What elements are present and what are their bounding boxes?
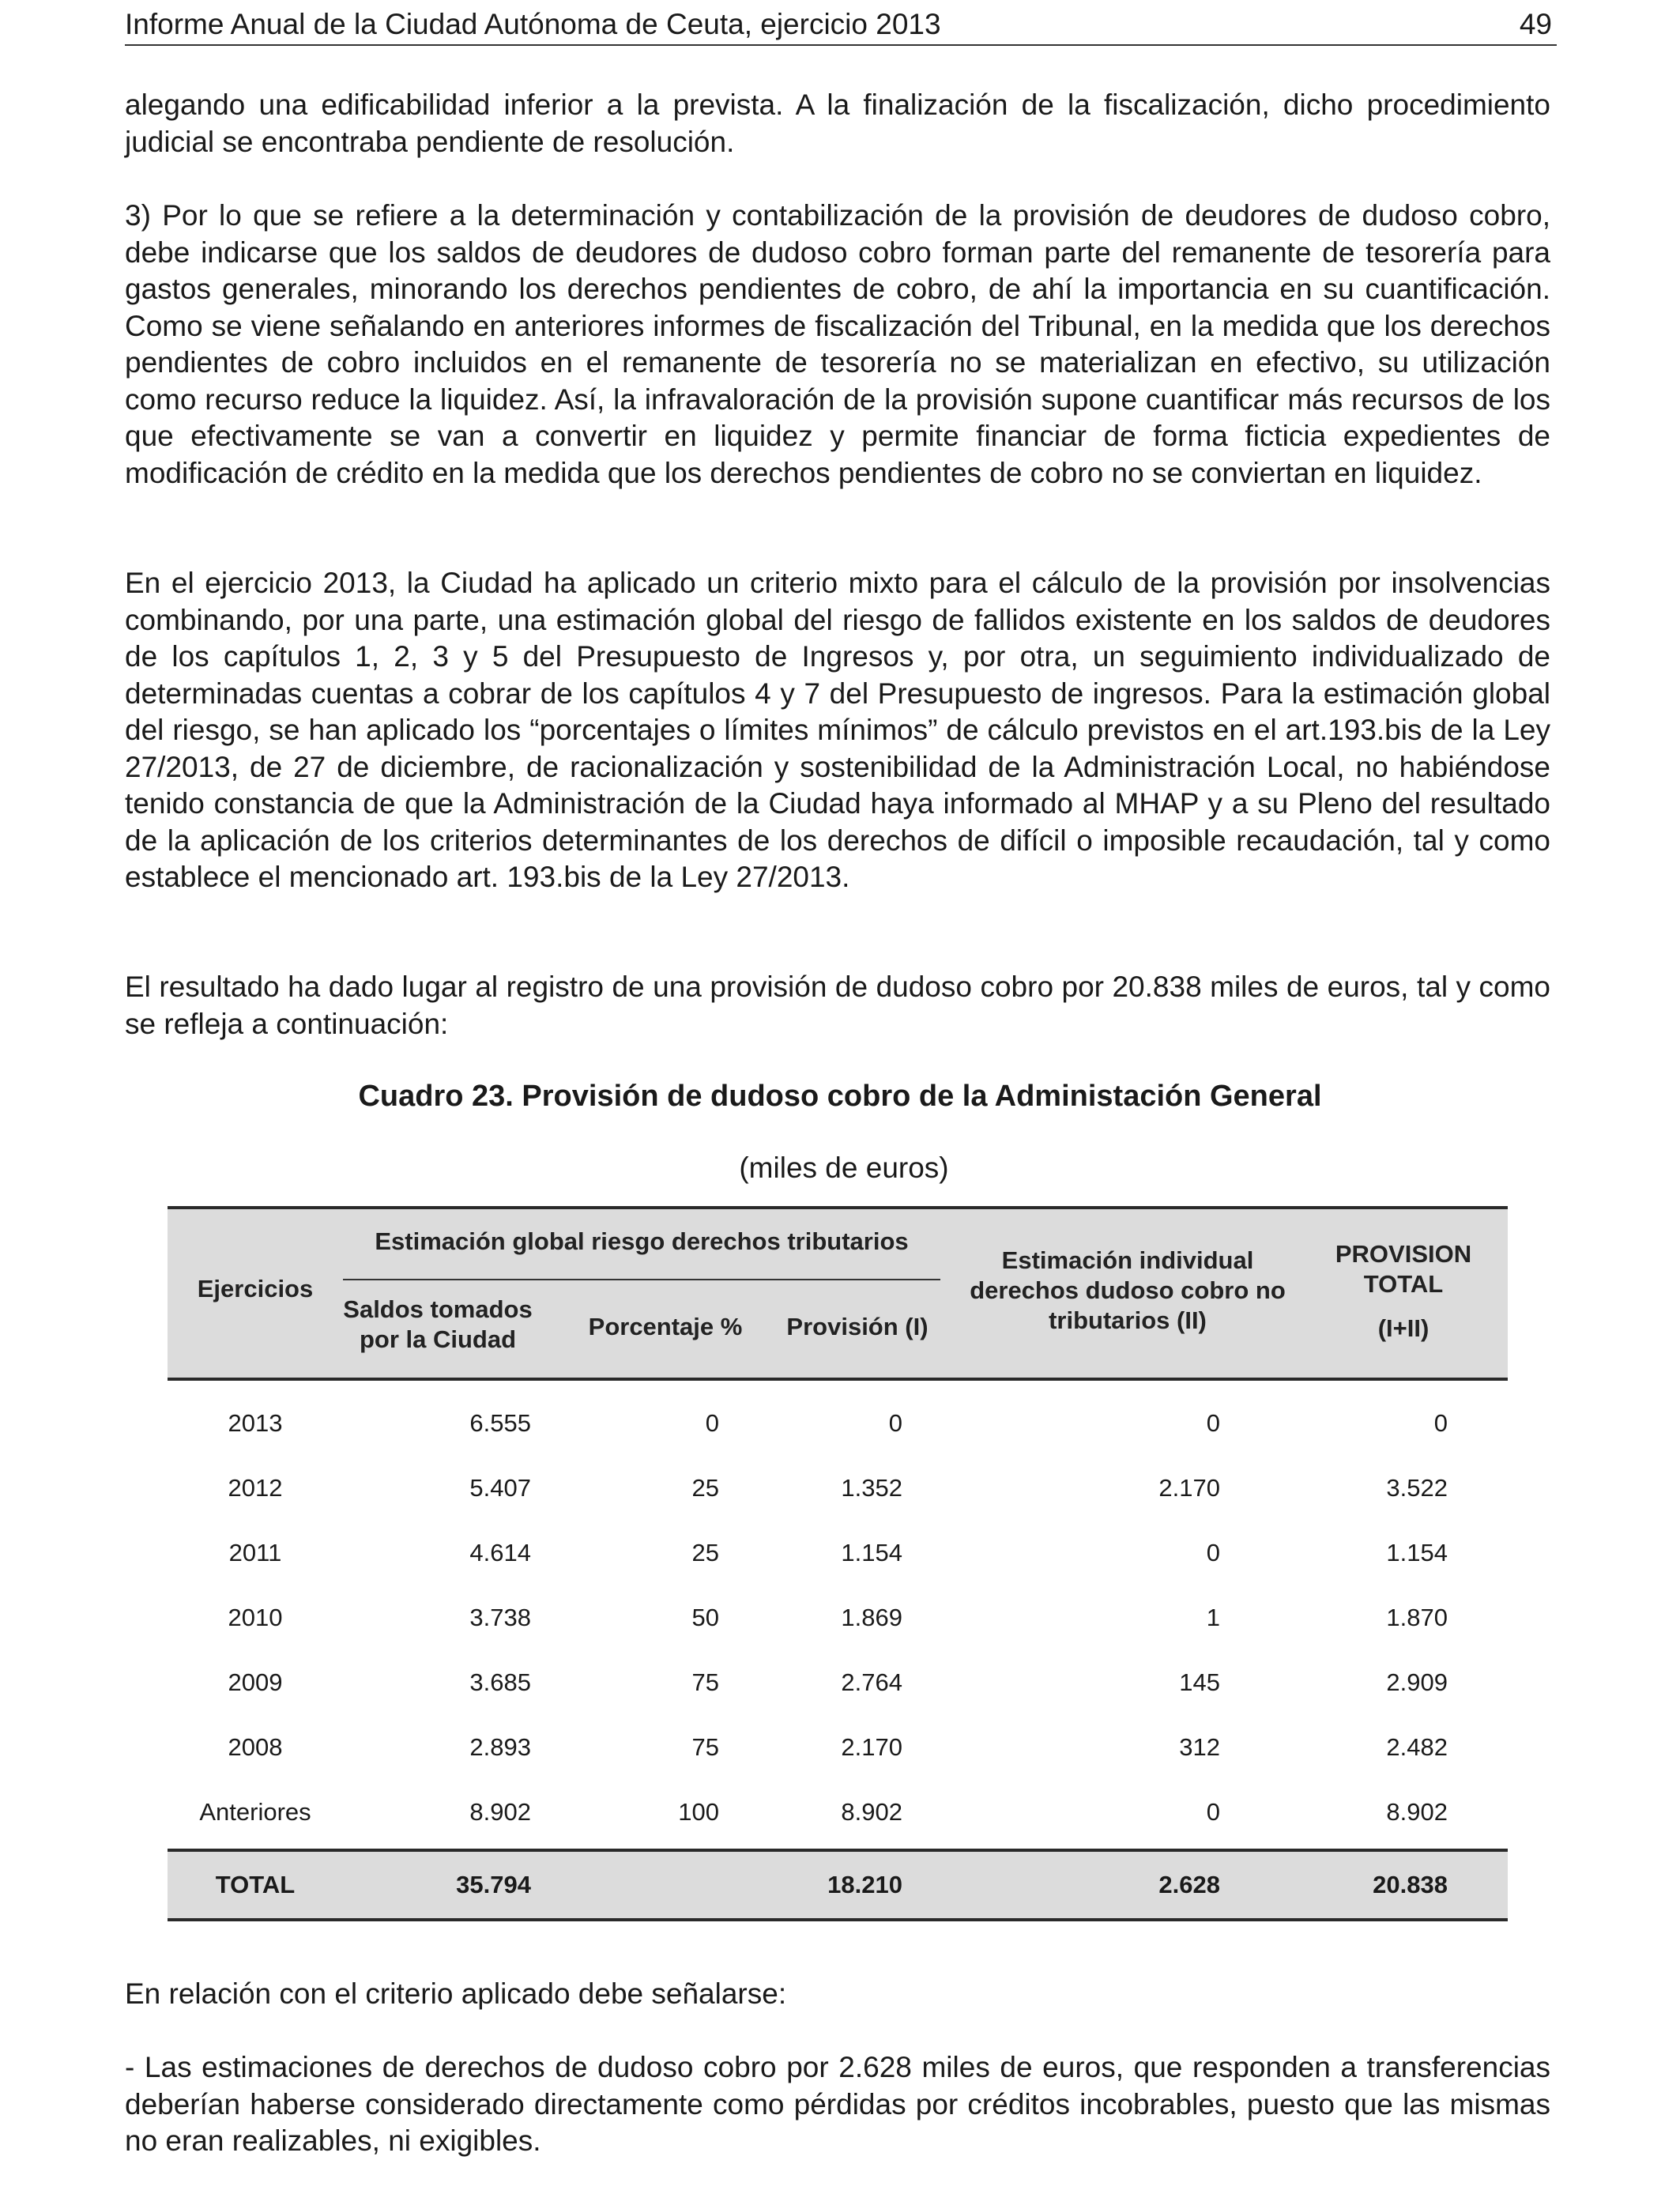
saldo-cell: 3.738 (469, 1604, 531, 1631)
table-units: (miles de euros) (739, 1152, 949, 1184)
header-total-title: PROVISION TOTAL (1335, 1240, 1472, 1298)
porcentaje-cell: 100 (678, 1798, 719, 1826)
provision-table (168, 1206, 1508, 1921)
provision-cell: 8.902 (841, 1798, 902, 1826)
total-provision-total: 20.838 (1373, 1871, 1448, 1898)
porcentaje-cell: 25 (691, 1474, 719, 1502)
paragraph-5: En relación con el criterio aplicado debe señalarse: (125, 1977, 787, 2010)
total-cell: 1.154 (1386, 1539, 1448, 1566)
porcentaje-cell: 75 (691, 1668, 719, 1696)
provision-cell: 1.869 (841, 1604, 902, 1631)
provision-cell: 1.154 (841, 1539, 902, 1566)
year-cell: 2009 (228, 1668, 283, 1696)
header-porcentaje: Porcentaje % (588, 1313, 743, 1340)
individual-cell: 1 (1206, 1604, 1220, 1631)
year-cell: 2008 (228, 1733, 283, 1761)
individual-cell: 0 (1206, 1539, 1220, 1566)
saldo-cell: 8.902 (469, 1798, 531, 1826)
paragraph-2: 3) Por lo que se refiere a la determinación y contabilización de la provisión de deudores de dudoso cobro, debe indicarse que los saldos de deudores de dudoso cobro forman parte del remanente de tesorería para gastos generales, minorando los derechos pendientes de cobro, de ahí la importancia en su cuantificación. Como se viene señalando en anteriores informes de fiscalización del Tribunal, en la medida que los derechos pendientes de cobro incluidos en el remanente de tesorería no se materializan en efectivo, su utilización como recurso reduce la liquidez. Así, la infravaloración de la provisión supone cuantificar más recursos de los que efectivamente se van a convertir en liquidez y permite financiar de forma ficticia expedientes de modificación de crédito en la medida que los derechos pendientes de cobro no se conviertan en liquidez. (125, 199, 1550, 489)
paragraph-3: En el ejercicio 2013, la Ciudad ha aplicado un criterio mixto para el cálculo de la provisión por insolvencias combinando, por una parte, una estimación global del riesgo de fallidos existente en los saldos de deudores de los capítulos 1, 2, 3 y 5 del Presupuesto de Ingresos y, por otra, un seguimiento individualizado de determinadas cuentas a cobrar de los capítulos 4 y 7 del Presupuesto de ingresos. Para la estimación global del riesgo, se han aplicado los “porcentajes o límites mínimos” de cálculo previstos en el art.193.bis de la Ley 27/2013, de 27 de diciembre, de racionalización y sostenibilidad de la Administración Local, no habiéndose tenido constancia de que la Administración de la Ciudad haya informado al MHAP y a su Pleno del resultado de la aplicación de los criterios determinantes de los derechos de difícil o imposible recaudación, tal y como establece el mencionado art. 193.bis de la Ley 27/2013. (125, 567, 1550, 893)
table-body (168, 1381, 1508, 1849)
header-total-formula: (I+II) (1377, 1314, 1430, 1342)
paragraph-1: alegando una edificabilidad inferior a la prevista. A la finalización de la fiscalización, dicho procedimiento judicial se encontraba pendiente de resolución. (125, 89, 1550, 158)
table-header (168, 1206, 1508, 1381)
individual-cell: 0 (1206, 1409, 1220, 1437)
header-saldos: Saldos tomados por la Ciudad (343, 1295, 533, 1353)
total-provision: 18.210 (827, 1871, 902, 1898)
year-cell: 2012 (228, 1474, 283, 1502)
porcentaje-cell: 75 (691, 1733, 719, 1761)
header-provision-i: Provisión (I) (786, 1313, 929, 1340)
year-cell: 2010 (228, 1604, 283, 1631)
year-cell: Anteriores (199, 1798, 311, 1826)
report-title: Informe Anual de la Ciudad Autónoma de Ceuta, ejercicio 2013 (125, 8, 941, 40)
total-cell: 2.909 (1386, 1668, 1448, 1696)
porcentaje-cell: 0 (705, 1409, 719, 1437)
individual-cell: 2.170 (1158, 1474, 1220, 1502)
header-global-group: Estimación global riesgo derechos tributarios (375, 1227, 909, 1255)
table-row (168, 1455, 1508, 1520)
individual-cell: 145 (1179, 1668, 1220, 1696)
total-cell: 8.902 (1386, 1798, 1448, 1826)
individual-cell: 0 (1206, 1798, 1220, 1826)
individual-cell: 312 (1179, 1733, 1220, 1761)
provision-cell: 2.170 (841, 1733, 902, 1761)
total-label: TOTAL (215, 1871, 296, 1898)
header-divider (343, 1279, 940, 1280)
total-individual: 2.628 (1158, 1871, 1220, 1898)
table-row (168, 1779, 1508, 1844)
paragraph-6: - Las estimaciones de derechos de dudoso cobro por 2.628 miles de euros, que responden a transferencias deberían haberse considerado directamente como pérdidas por créditos incobrables, puesto que las mismas no eran realizables, ni exigibles. (125, 2051, 1550, 2157)
header-ejercicios: Ejercicios (197, 1275, 314, 1302)
table-row (168, 1649, 1508, 1714)
table-title: Cuadro 23. Provisión de dudoso cobro de la Administación General (358, 1080, 1322, 1113)
table-row (168, 1390, 1508, 1455)
page-header (125, 5, 1557, 46)
porcentaje-cell: 25 (691, 1539, 719, 1566)
saldo-cell: 4.614 (469, 1539, 531, 1566)
page-number: 49 (1519, 8, 1552, 40)
table-row (168, 1585, 1508, 1649)
table-row (168, 1714, 1508, 1779)
provision-cell: 2.764 (841, 1668, 902, 1696)
table-total-row (168, 1849, 1508, 1921)
header-individual: Estimación individual derechos dudoso cobro no tributarios (II) (970, 1246, 1286, 1334)
provision-cell: 0 (888, 1409, 902, 1437)
porcentaje-cell: 50 (691, 1604, 719, 1631)
saldo-cell: 5.407 (469, 1474, 531, 1502)
saldo-cell: 6.555 (469, 1409, 531, 1437)
total-cell: 1.870 (1386, 1604, 1448, 1631)
total-cell: 0 (1433, 1409, 1448, 1437)
saldo-cell: 3.685 (469, 1668, 531, 1696)
total-cell: 2.482 (1386, 1733, 1448, 1761)
year-cell: 2013 (228, 1409, 283, 1437)
saldo-cell: 2.893 (469, 1733, 531, 1761)
total-saldo: 35.794 (456, 1871, 531, 1898)
total-cell: 3.522 (1386, 1474, 1448, 1502)
table-row (168, 1520, 1508, 1585)
year-cell: 2011 (228, 1539, 282, 1566)
paragraph-4: El resultado ha dado lugar al registro de una provisión de dudoso cobro por 20.838 miles de euros, tal y como se refleja a continuación: (125, 971, 1550, 1040)
provision-cell: 1.352 (841, 1474, 902, 1502)
